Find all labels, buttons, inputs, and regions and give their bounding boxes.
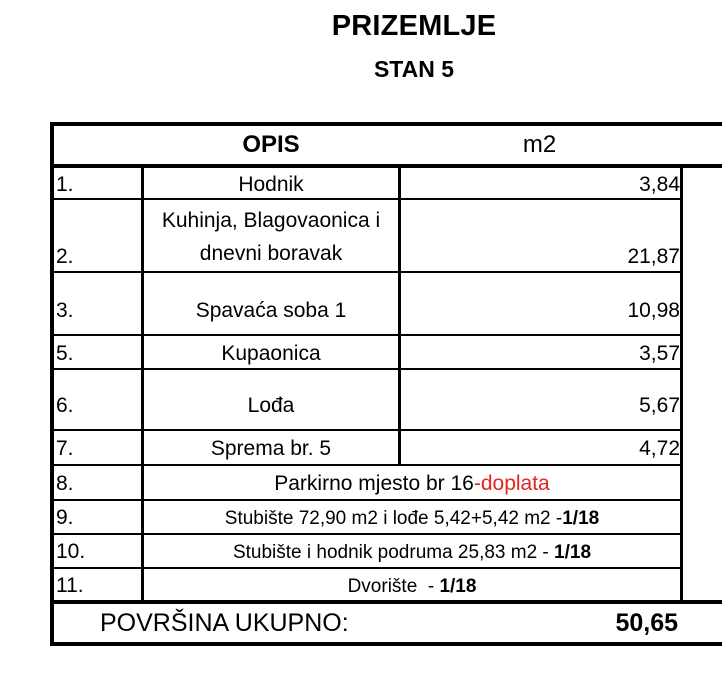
column-header-opis: OPIS xyxy=(242,131,300,158)
row-number: 1. xyxy=(56,173,74,196)
row-area: 3,57 xyxy=(639,342,680,365)
row-area: 3,84 xyxy=(639,173,680,196)
row-number: 6. xyxy=(56,394,74,417)
share-fraction: 1/18 xyxy=(562,508,600,529)
document-subtitle: STAN 5 xyxy=(373,56,455,82)
row-number: 9. xyxy=(56,506,74,529)
row-label xyxy=(143,569,681,596)
row-label-text: Dvorište - xyxy=(347,576,440,597)
row-number: 2. xyxy=(56,245,74,268)
column-header-m2: m2 xyxy=(522,131,557,158)
row-area: 4,72 xyxy=(639,437,680,460)
row-area: 21,87 xyxy=(627,245,680,268)
row-label-text: Parkirno mjesto br 16 xyxy=(274,472,474,495)
row-label: Sprema br. 5 xyxy=(210,437,332,460)
row-label-line-1: Kuhinja, Blagovaonica i xyxy=(161,209,381,232)
row-label: Spavaća soba 1 xyxy=(195,299,347,322)
total-value: 50,65 xyxy=(615,608,678,637)
share-fraction: 1/18 xyxy=(439,576,477,597)
row-label: Kupaonica xyxy=(221,342,321,365)
row-label-line-2: dnevni boravak xyxy=(199,242,343,265)
row-label xyxy=(143,204,399,270)
row-label-text: Stubište 72,90 m2 i lođe 5,42+5,42 m2 - xyxy=(224,508,563,529)
share-fraction: 1/18 xyxy=(554,542,592,563)
row-area: 10,98 xyxy=(627,299,680,322)
row-number: 11. xyxy=(56,574,84,597)
row-number: 10. xyxy=(56,540,86,563)
table-bottom-border xyxy=(50,642,722,646)
row-label xyxy=(143,535,681,562)
row-label-text: Stubište i hodnik podruma 25,83 m2 - xyxy=(232,542,555,563)
doplata-note: -doplata xyxy=(473,472,550,495)
row-number: 3. xyxy=(56,299,74,322)
total-label: POVRŠINA UKUPNO: xyxy=(100,608,349,637)
row-number: 8. xyxy=(56,472,74,495)
row-number: 5. xyxy=(56,342,74,365)
row-label: Lođa xyxy=(247,394,295,417)
row-label: Hodnik xyxy=(238,173,304,196)
document-title: PRIZEMLJE xyxy=(331,10,497,42)
row-number: 7. xyxy=(56,437,74,460)
row-label xyxy=(143,466,681,494)
row-label xyxy=(143,501,681,528)
row-area: 5,67 xyxy=(639,394,680,417)
